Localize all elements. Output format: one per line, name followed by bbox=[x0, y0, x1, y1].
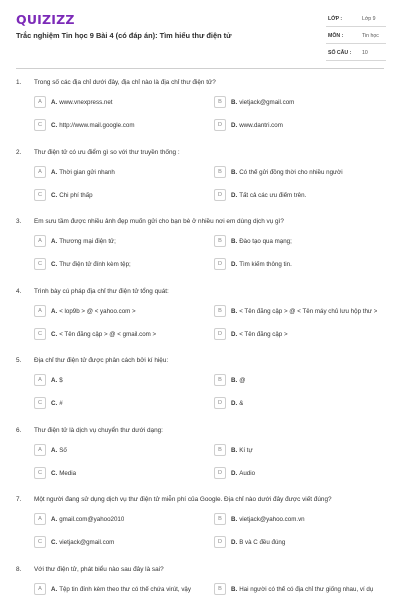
question-text: Em sưu tầm được nhiều ảnh đẹp muốn gửi cho bạn bè ở nhiều nơi em dùng dịch vụ gì? bbox=[34, 218, 284, 225]
page-title: Trắc nghiệm Tin học 9 Bài 4 (có đáp án): Tìm hiểu thư điện tử bbox=[16, 31, 232, 40]
answer-option-c[interactable] bbox=[34, 328, 202, 341]
option-text: vietjack@gmail.com bbox=[59, 539, 115, 546]
option-key: C. bbox=[51, 191, 58, 199]
option-label bbox=[231, 331, 288, 338]
option-text: Media bbox=[59, 469, 77, 477]
option-label bbox=[51, 261, 131, 268]
option-text: Tệp tin đính kèm theo thư có thể chứa virút, vậy bbox=[59, 585, 191, 593]
option-letter-box: D bbox=[214, 119, 226, 131]
option-letter-box: A bbox=[34, 374, 46, 386]
option-key: A. bbox=[51, 238, 58, 245]
page-header bbox=[0, 0, 400, 70]
option-letter-box: C bbox=[34, 119, 46, 131]
option-label bbox=[231, 169, 343, 176]
option-letter-box: D bbox=[214, 258, 226, 270]
meta-label: SỐ CÂU : bbox=[328, 50, 352, 56]
option-letter-box: D bbox=[214, 397, 226, 409]
option-key: D. bbox=[231, 539, 238, 546]
option-label bbox=[51, 470, 76, 477]
option-label bbox=[231, 586, 373, 593]
option-text: < Tên đăng cập > bbox=[239, 330, 288, 338]
option-letter-box: A bbox=[34, 96, 46, 108]
option-letter-box: C bbox=[34, 397, 46, 409]
option-key: B. bbox=[231, 585, 238, 593]
option-key: A. bbox=[51, 446, 58, 454]
answer-option-a[interactable] bbox=[34, 305, 202, 318]
option-key: A. bbox=[51, 307, 58, 315]
option-text: Chi phí thấp bbox=[59, 191, 93, 199]
option-text: www.dantri.com bbox=[239, 122, 283, 129]
option-label bbox=[231, 238, 292, 245]
option-label bbox=[51, 122, 135, 129]
option-label bbox=[231, 308, 377, 315]
option-label bbox=[51, 238, 116, 245]
option-key: D. bbox=[231, 330, 238, 338]
answer-option-a[interactable] bbox=[34, 235, 202, 248]
answer-option-a[interactable] bbox=[34, 513, 202, 526]
option-key: C. bbox=[51, 400, 58, 407]
option-key: A. bbox=[51, 516, 58, 523]
option-letter-box: A bbox=[34, 583, 46, 595]
option-text: Thương mại điện tử; bbox=[59, 238, 116, 245]
option-letter-box: B bbox=[214, 305, 226, 317]
option-letter-box: D bbox=[214, 467, 226, 479]
option-key: C. bbox=[51, 261, 58, 268]
option-key: B. bbox=[231, 238, 238, 245]
option-label bbox=[51, 331, 156, 338]
option-text: Thời gian gửi nhanh bbox=[59, 168, 115, 176]
option-text: gmail.com@yahoo2010 bbox=[59, 516, 125, 523]
answer-option-c[interactable] bbox=[34, 536, 202, 549]
option-key: B. bbox=[231, 516, 238, 523]
question-text: Với thư điện tử, phát biểu nào sau đây là sai? bbox=[34, 565, 164, 573]
meta-value: Tin học bbox=[362, 33, 379, 39]
option-text: $ bbox=[59, 377, 63, 384]
option-text: < lop9b > @ < yahoo.com > bbox=[59, 307, 136, 315]
option-label bbox=[51, 192, 93, 199]
question-text: Trong số các địa chỉ dưới đây, địa chỉ nào là địa chỉ thư điện tử? bbox=[34, 79, 216, 86]
question-number: 6. bbox=[16, 426, 22, 434]
meta-value: Lớp 9 bbox=[362, 16, 376, 22]
option-key: D. bbox=[231, 122, 238, 129]
option-label bbox=[231, 122, 283, 129]
option-key: C. bbox=[51, 469, 58, 477]
question-number: 8. bbox=[16, 565, 22, 573]
option-text: Số bbox=[59, 446, 67, 454]
option-text: Audio bbox=[239, 469, 256, 477]
option-text: http://www.mail.google.com bbox=[59, 122, 135, 129]
answer-option-b[interactable] bbox=[214, 374, 382, 387]
option-label bbox=[231, 192, 306, 199]
answer-option-d[interactable] bbox=[214, 189, 382, 202]
option-letter-box: B bbox=[214, 374, 226, 386]
answer-option-a[interactable] bbox=[34, 444, 202, 457]
meta-label: MÔN : bbox=[328, 33, 344, 39]
option-label bbox=[51, 400, 63, 407]
option-label bbox=[51, 308, 136, 315]
answer-option-d[interactable] bbox=[214, 328, 382, 341]
option-label bbox=[51, 516, 124, 523]
answer-option-b[interactable] bbox=[214, 583, 382, 596]
option-key: B. bbox=[231, 446, 238, 454]
option-letter-box: A bbox=[34, 305, 46, 317]
option-text: < Tên đăng cập > @ < Tên máy chủ lưu hộp thư > bbox=[239, 307, 378, 315]
answer-option-c[interactable] bbox=[34, 467, 202, 480]
option-letter-box: C bbox=[34, 258, 46, 270]
meta-row-subject bbox=[326, 29, 386, 44]
answer-option-d[interactable] bbox=[214, 467, 382, 480]
question-number: 4. bbox=[16, 287, 22, 295]
option-key: D. bbox=[231, 191, 238, 199]
header-divider bbox=[16, 68, 384, 69]
answer-option-c[interactable] bbox=[34, 189, 202, 202]
option-letter-box: B bbox=[214, 96, 226, 108]
option-key: B. bbox=[231, 99, 238, 106]
option-text: Thư điện tử đính kèm tệp; bbox=[59, 261, 131, 268]
option-letter-box: C bbox=[34, 467, 46, 479]
option-text: Tất cả các ưu điểm trên. bbox=[239, 191, 307, 199]
question-number: 2. bbox=[16, 148, 22, 156]
option-letter-box: A bbox=[34, 444, 46, 456]
option-key: A. bbox=[51, 585, 58, 593]
option-label bbox=[231, 400, 243, 407]
option-letter-box: D bbox=[214, 536, 226, 548]
option-label bbox=[51, 377, 63, 384]
meta-row-grade bbox=[326, 12, 386, 27]
option-label bbox=[231, 539, 285, 546]
answer-option-a[interactable] bbox=[34, 374, 202, 387]
option-label bbox=[51, 586, 191, 593]
option-text: @ bbox=[239, 377, 246, 384]
option-text: Đào tạo qua mạng; bbox=[239, 238, 292, 245]
option-text: & bbox=[239, 400, 244, 407]
option-label bbox=[231, 99, 294, 106]
option-text: Có thể gửi đồng thời cho nhiều người bbox=[239, 168, 343, 176]
answer-option-b[interactable] bbox=[214, 96, 382, 109]
option-label bbox=[51, 169, 115, 176]
option-letter-box: B bbox=[214, 166, 226, 178]
option-letter-box: D bbox=[214, 189, 226, 201]
option-key: A. bbox=[51, 168, 58, 176]
answer-option-d[interactable] bbox=[214, 119, 382, 132]
option-letter-box: B bbox=[214, 235, 226, 247]
answer-option-b[interactable] bbox=[214, 444, 382, 457]
answer-option-a[interactable] bbox=[34, 96, 202, 109]
option-text: B và C đều đúng bbox=[239, 539, 286, 546]
option-text: Tìm kiếm thông tin. bbox=[239, 261, 292, 268]
question-text: Địa chỉ thư điện tử được phân cách bởi kí hiệu: bbox=[34, 357, 169, 364]
answer-option-d[interactable] bbox=[214, 536, 382, 549]
answer-option-b[interactable] bbox=[214, 305, 382, 318]
answer-option-d[interactable] bbox=[214, 397, 382, 410]
option-letter-box: B bbox=[214, 444, 226, 456]
option-key: B. bbox=[231, 377, 238, 384]
question-number: 3. bbox=[16, 218, 22, 225]
option-text: Hai người có thể có địa chỉ thư giống nhau, ví dụ bbox=[239, 585, 374, 593]
option-key: C. bbox=[51, 539, 58, 546]
answer-option-c[interactable] bbox=[34, 258, 202, 271]
option-letter-box: A bbox=[34, 235, 46, 247]
question-number: 7. bbox=[16, 496, 22, 503]
option-letter-box: B bbox=[214, 583, 226, 595]
option-key: A. bbox=[51, 99, 58, 106]
option-text: < Tên đăng cập > @ < gmail.com > bbox=[59, 330, 157, 338]
answer-option-a[interactable] bbox=[34, 583, 202, 596]
question-text: Thư điện tử có ưu điểm gì so với thư truyền thống : bbox=[34, 148, 180, 156]
answer-option-c[interactable] bbox=[34, 119, 202, 132]
worksheet-meta bbox=[326, 12, 386, 63]
option-letter-box: A bbox=[34, 166, 46, 178]
option-key: C. bbox=[51, 330, 58, 338]
question-number: 5. bbox=[16, 357, 22, 364]
question-text: Trình bày cú pháp địa chỉ thư điện tử tổng quát: bbox=[34, 287, 169, 295]
option-label bbox=[231, 377, 245, 384]
option-key: B. bbox=[231, 307, 238, 315]
option-key: D. bbox=[231, 261, 238, 268]
option-letter-box: D bbox=[214, 328, 226, 340]
question-number: 1. bbox=[16, 79, 22, 86]
option-key: D. bbox=[231, 469, 238, 477]
option-text: Kí tự bbox=[239, 446, 253, 454]
answer-option-c[interactable] bbox=[34, 397, 202, 410]
option-text: vietjack@yahoo.com.vn bbox=[239, 516, 305, 523]
option-label bbox=[51, 447, 67, 454]
option-text: www.vnexpress.net bbox=[59, 99, 113, 106]
option-label bbox=[51, 99, 113, 106]
option-text: # bbox=[59, 400, 63, 407]
option-label bbox=[51, 539, 114, 546]
option-key: A. bbox=[51, 377, 58, 384]
question-text: Thư điện tử là dịch vụ chuyển thư dưới dạng: bbox=[34, 426, 163, 434]
option-label bbox=[231, 516, 305, 523]
option-key: C. bbox=[51, 122, 58, 129]
answer-option-d[interactable] bbox=[214, 258, 382, 271]
question-text: Một người đang sử dụng dịch vụ thư điện tử miễn phí của Google. Địa chỉ nào dưới đây được viết đúng? bbox=[34, 496, 332, 503]
answer-option-b[interactable] bbox=[214, 235, 382, 248]
meta-row-count bbox=[326, 46, 386, 61]
option-label bbox=[231, 261, 292, 268]
option-key: D. bbox=[231, 400, 238, 407]
meta-label: LỚP : bbox=[328, 16, 343, 22]
option-letter-box: A bbox=[34, 513, 46, 525]
option-key: B. bbox=[231, 168, 238, 176]
answer-option-b[interactable] bbox=[214, 513, 382, 526]
option-label bbox=[231, 470, 255, 477]
option-letter-box: C bbox=[34, 328, 46, 340]
answer-option-b[interactable] bbox=[214, 166, 382, 179]
option-letter-box: B bbox=[214, 513, 226, 525]
quizizz-logo: QUIZIZZ bbox=[16, 12, 75, 27]
option-letter-box: C bbox=[34, 536, 46, 548]
answer-option-a[interactable] bbox=[34, 166, 202, 179]
option-label bbox=[231, 447, 253, 454]
option-text: vietjack@gmail.com bbox=[239, 99, 295, 106]
option-letter-box: C bbox=[34, 189, 46, 201]
meta-value: 10 bbox=[362, 50, 368, 56]
